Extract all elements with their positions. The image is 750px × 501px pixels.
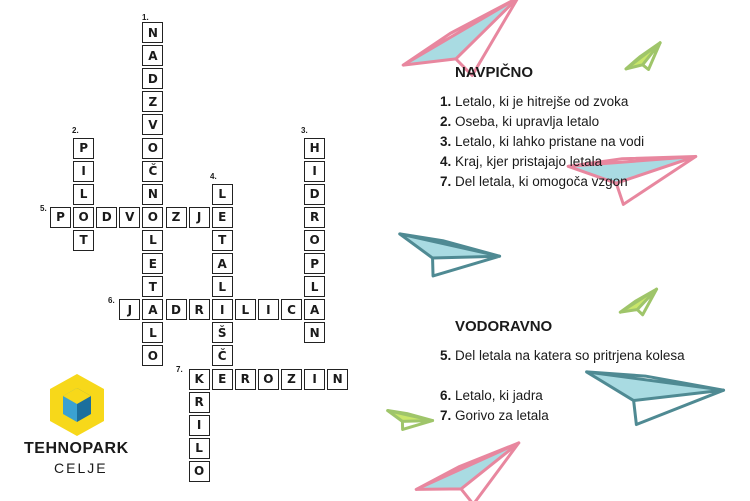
clue-item (440, 152, 710, 172)
clue-number: 6. (440, 388, 456, 403)
crossword-cell[interactable]: N (142, 184, 163, 205)
crossword-cell[interactable]: Z (142, 91, 163, 112)
crossword-cell[interactable]: D (142, 68, 163, 89)
tehnopark-logo-icon (47, 372, 107, 438)
crossword-cell[interactable]: L (73, 184, 94, 205)
crossword-cell[interactable]: I (212, 299, 233, 320)
crossword-cell[interactable]: D (96, 207, 117, 228)
crossword-cell[interactable]: T (212, 230, 233, 251)
crossword-cell[interactable]: I (189, 415, 210, 436)
crossword-cell[interactable]: N (142, 22, 163, 43)
crossword-cell[interactable]: Z (166, 207, 187, 228)
crossword-cell[interactable]: I (258, 299, 279, 320)
down-clues-title: NAVPIČNO (455, 64, 534, 81)
crossword-cell[interactable]: L (212, 276, 233, 297)
crossword-cell[interactable]: E (212, 369, 233, 390)
crossword-cell[interactable]: O (142, 345, 163, 366)
clue-number: 6. (108, 296, 115, 305)
clue-item (440, 406, 690, 426)
crossword-cell[interactable]: L (142, 230, 163, 251)
crossword-cell[interactable]: L (212, 184, 233, 205)
clue-number: 2. (440, 114, 456, 129)
crossword-cell[interactable]: V (142, 114, 163, 135)
clue-number: 5. (440, 348, 456, 363)
clue-number: 4. (210, 172, 217, 181)
clue-number: 2. (72, 126, 79, 135)
crossword-cell[interactable]: Č (142, 161, 163, 182)
clue-number: 7. (440, 408, 456, 423)
crossword-cell[interactable]: L (142, 322, 163, 343)
crossword-cell[interactable]: O (142, 207, 163, 228)
crossword-cell[interactable]: R (189, 392, 210, 413)
clue-text: Letalo, ki je hitrejše od zvoka (455, 94, 629, 109)
crossword-cell[interactable]: T (142, 276, 163, 297)
clue-text: Gorivo za letala (455, 408, 549, 423)
crossword-cell[interactable]: I (73, 161, 94, 182)
paper-plane-icon (617, 289, 663, 322)
crossword-cell[interactable]: D (166, 299, 187, 320)
crossword-cell[interactable]: A (142, 45, 163, 66)
crossword-cell[interactable]: A (304, 299, 325, 320)
paper-plane-icon (383, 402, 433, 440)
crossword-cell[interactable]: I (304, 369, 325, 390)
clue-text: Del letala na katera so pritrjena kolesa (455, 348, 685, 363)
crossword-cell[interactable]: J (119, 299, 140, 320)
crossword-cell[interactable]: O (142, 138, 163, 159)
clue-text: Kraj, kjer pristajajo letala (455, 154, 603, 169)
crossword-cell[interactable]: Č (212, 345, 233, 366)
crossword-cell[interactable]: R (304, 207, 325, 228)
clue-text: Letalo, ki jadra (455, 388, 543, 403)
crossword-cell[interactable]: A (142, 299, 163, 320)
paper-plane-icon (390, 214, 500, 298)
crossword-cell[interactable]: E (212, 207, 233, 228)
clue-number: 3. (440, 134, 456, 149)
crossword-cell[interactable]: C (281, 299, 302, 320)
clue-number: 1. (440, 94, 456, 109)
crossword-cell[interactable]: J (189, 207, 210, 228)
logo-text-tehnopark: TEHNOPARK (24, 440, 129, 457)
crossword-cell[interactable]: R (189, 299, 210, 320)
clue-number: 5. (40, 204, 47, 213)
clue-item (440, 92, 710, 112)
crossword-cell[interactable]: P (50, 207, 71, 228)
crossword-cell[interactable]: I (304, 161, 325, 182)
clue-item (440, 132, 710, 152)
crossword-cell[interactable]: N (304, 322, 325, 343)
logo-text-celje: CELJE (54, 460, 108, 476)
crossword-cell[interactable]: D (304, 184, 325, 205)
clue-number: 7. (440, 174, 456, 189)
clue-number: 7. (176, 365, 183, 374)
crossword-cell[interactable]: E (142, 253, 163, 274)
crossword-cell[interactable]: V (119, 207, 140, 228)
paper-plane-icon (411, 443, 529, 501)
clue-item (440, 112, 710, 132)
crossword-cell[interactable]: O (189, 461, 210, 482)
crossword-cell[interactable]: O (258, 369, 279, 390)
crossword-cell[interactable]: A (212, 253, 233, 274)
paper-plane-icon (622, 43, 668, 78)
crossword-cell[interactable]: Z (281, 369, 302, 390)
crossword-cell[interactable]: L (189, 438, 210, 459)
crossword-cell[interactable]: P (304, 253, 325, 274)
crossword-cell[interactable]: T (73, 230, 94, 251)
clue-item (440, 386, 690, 406)
crossword-cell[interactable]: Š (212, 322, 233, 343)
clue-text: Letalo, ki lahko pristane na vodi (455, 134, 645, 149)
clue-number: 3. (301, 126, 308, 135)
crossword-cell[interactable]: N (327, 369, 348, 390)
across-clues-title: VODORAVNO (455, 318, 553, 335)
crossword-cell[interactable]: L (235, 299, 256, 320)
clue-number: 1. (142, 13, 149, 22)
clue-item (440, 172, 710, 192)
crossword-cell[interactable]: L (304, 276, 325, 297)
clue-number: 4. (440, 154, 456, 169)
crossword-cell[interactable]: P (73, 138, 94, 159)
crossword-cell[interactable]: H (304, 138, 325, 159)
crossword-cell[interactable]: R (235, 369, 256, 390)
clue-text: Del letala, ki omogoča vzgon (455, 174, 628, 189)
clue-item (440, 346, 690, 366)
crossword-cell[interactable]: O (304, 230, 325, 251)
crossword-cell[interactable]: O (73, 207, 94, 228)
crossword-cell[interactable]: K (189, 369, 210, 390)
clue-text: Oseba, ki upravlja letalo (455, 114, 600, 129)
